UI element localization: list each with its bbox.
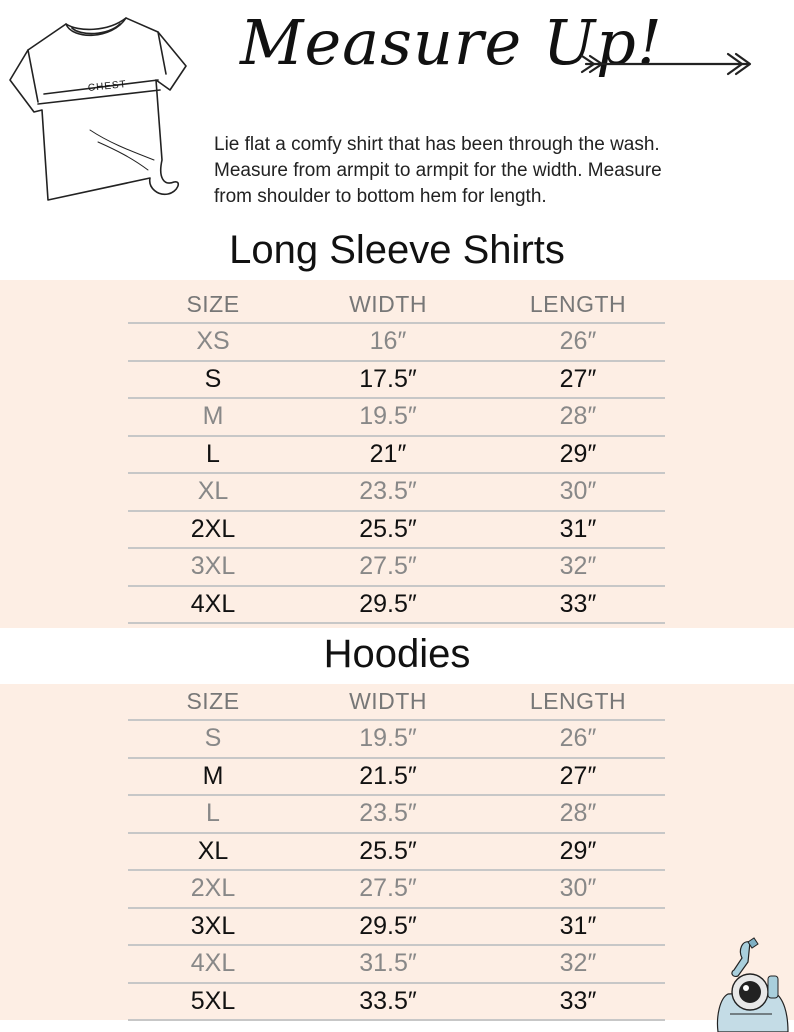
table-divider	[128, 622, 665, 624]
instruction-line: from shoulder to bottom hem for length.	[214, 186, 547, 207]
size-cell: M	[202, 761, 224, 790]
arrow-right-icon	[578, 46, 758, 82]
length-cell: 31″	[559, 911, 597, 940]
instruction-line: Lie flat a comfy shirt that has been through the wash.	[214, 134, 660, 155]
table-row	[128, 796, 665, 832]
width-cell: 19.5″	[359, 724, 417, 753]
size-cell: M	[202, 402, 224, 431]
length-cell: 26″	[559, 327, 597, 356]
table-row	[128, 324, 665, 360]
width-cell: 23.5″	[359, 799, 417, 828]
width-cell: 31.5″	[359, 949, 417, 978]
table-row	[128, 474, 665, 510]
tshirt-illustration	[8, 10, 188, 210]
width-cell: 21.5″	[359, 761, 417, 790]
table-row	[128, 437, 665, 473]
width-cell: 21″	[369, 439, 407, 468]
width-cell: 33.5″	[359, 986, 417, 1015]
instruction-line: Measure from armpit to armpit for the width. Measure	[214, 160, 662, 181]
length-cell: 33″	[559, 589, 597, 618]
length-cell: 29″	[559, 836, 597, 865]
width-cell: 23.5″	[359, 477, 417, 506]
size-cell: S	[204, 364, 222, 393]
table-row	[128, 909, 665, 945]
section-title-long-sleeve: Long Sleeve Shirts	[229, 228, 565, 272]
width-cell: 17.5″	[359, 364, 417, 393]
table-row	[128, 871, 665, 907]
instructions	[214, 132, 774, 210]
hoodies-table	[128, 683, 665, 1021]
size-cell: XS	[196, 327, 230, 356]
column-header-width: WIDTH	[349, 290, 427, 317]
column-header-length: LENGTH	[529, 687, 627, 714]
width-cell: 27.5″	[359, 874, 417, 903]
table-row	[128, 721, 665, 757]
width-cell: 29.5″	[359, 589, 417, 618]
table-row	[128, 549, 665, 585]
table-header-row	[128, 683, 665, 719]
width-cell: 27.5″	[359, 552, 417, 581]
chest-label: CHEST	[87, 79, 128, 95]
width-cell: 19.5″	[359, 402, 417, 431]
size-cell: 3XL	[190, 552, 236, 581]
column-header-size: SIZE	[186, 687, 240, 714]
table-row	[128, 834, 665, 870]
length-cell: 28″	[559, 402, 597, 431]
size-cell: 2XL	[190, 874, 236, 903]
table-row	[128, 399, 665, 435]
length-cell: 31″	[559, 514, 597, 543]
astronaut-mascot-icon	[708, 936, 794, 1032]
long-sleeve-table	[128, 286, 665, 624]
width-cell: 16″	[369, 327, 407, 356]
size-cell: L	[206, 439, 220, 468]
table-row	[128, 946, 665, 982]
table-row	[128, 984, 665, 1020]
length-cell: 29″	[559, 439, 597, 468]
size-cell: 5XL	[190, 986, 236, 1015]
length-cell: 27″	[559, 364, 597, 393]
table-row	[128, 512, 665, 548]
size-cell: 2XL	[190, 514, 236, 543]
size-cell: 4XL	[190, 589, 236, 618]
column-header-size: SIZE	[186, 290, 240, 317]
width-cell: 25.5″	[359, 514, 417, 543]
width-cell: 25.5″	[359, 836, 417, 865]
size-cell: S	[204, 724, 222, 753]
table-header-row	[128, 286, 665, 322]
size-cell: XL	[197, 836, 229, 865]
section-title-hoodies: Hoodies	[323, 632, 471, 676]
length-cell: 30″	[559, 477, 597, 506]
length-cell: 26″	[559, 724, 597, 753]
size-cell: XL	[197, 477, 229, 506]
table-row	[128, 362, 665, 398]
length-cell: 27″	[559, 761, 597, 790]
table-row	[128, 759, 665, 795]
size-cell: L	[206, 799, 220, 828]
column-header-width: WIDTH	[349, 687, 427, 714]
length-cell: 28″	[559, 799, 597, 828]
table-row	[128, 587, 665, 623]
length-cell: 33″	[559, 986, 597, 1015]
size-cell: 4XL	[190, 949, 236, 978]
page-title: Measure Up!	[240, 6, 663, 79]
length-cell: 32″	[559, 552, 597, 581]
column-header-length: LENGTH	[529, 290, 627, 317]
size-cell: 3XL	[190, 911, 236, 940]
table-divider	[128, 1019, 665, 1021]
width-cell: 29.5″	[359, 911, 417, 940]
length-cell: 32″	[559, 949, 597, 978]
length-cell: 30″	[559, 874, 597, 903]
